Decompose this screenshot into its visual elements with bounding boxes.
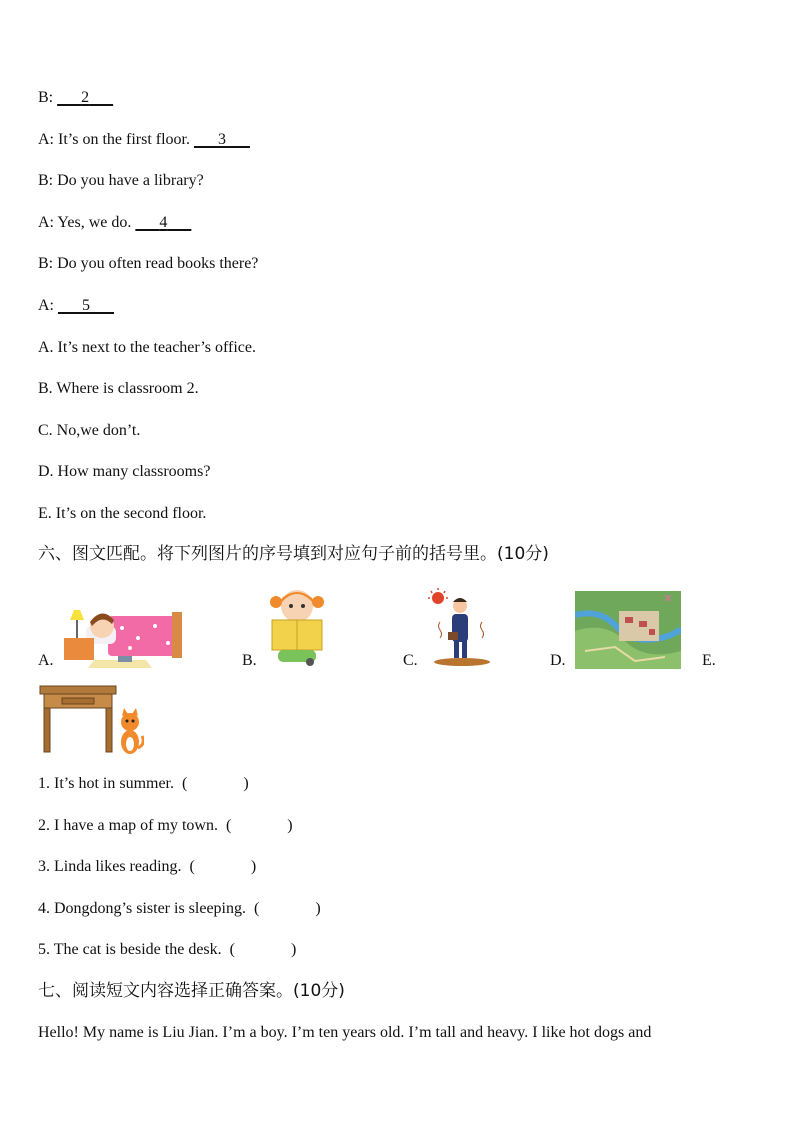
matching-sentence-5: 5. The cat is beside the desk. ( ) — [38, 941, 297, 958]
option-e: E. It’s on the second floor. — [38, 505, 207, 522]
picture-label-e: E. — [702, 652, 716, 669]
speaker: A: — [38, 297, 54, 314]
answer-paren[interactable]: ( ) — [225, 817, 293, 834]
speaker: B: — [38, 255, 54, 272]
matching-sentence-1: 1. It’s hot in summer. ( ) — [38, 775, 249, 792]
hot-man-sun-picture — [426, 588, 500, 668]
desk-and-cat-picture — [38, 684, 144, 756]
dialogue-line-1 — [38, 88, 113, 108]
picture-label-b: B. — [242, 652, 257, 669]
town-map-picture — [575, 591, 681, 669]
matching-sentence-4: 4. Dongdong’s sister is sleeping. ( ) — [38, 900, 321, 917]
dialogue-text: Do you often read books there? — [57, 255, 259, 272]
sleeping-girl-picture — [60, 598, 186, 668]
speaker: B: — [38, 89, 54, 106]
dialogue-line-6 — [38, 296, 114, 316]
answer-paren[interactable]: ( ) — [182, 775, 249, 792]
answer-blank[interactable]: 3 — [217, 131, 226, 148]
option-c: C. No,we don’t. — [38, 422, 141, 439]
dialogue-text: Do you have a library? — [57, 172, 204, 189]
picture-label-c: C. — [403, 652, 418, 669]
matching-sentence-3: 3. Linda likes reading. ( ) — [38, 858, 257, 875]
dialogue-line-3 — [38, 171, 204, 191]
answer-paren[interactable]: ( ) — [229, 941, 297, 958]
dialogue-line-5 — [38, 254, 258, 274]
reading-passage: Hello! My name is Liu Jian. I’m a boy. I’m ten years old. I’m tall and heavy. I like hot dogs and — [38, 1024, 652, 1041]
dialogue-text: It’s on the first floor. — [58, 131, 190, 148]
matching-sentence-2: 2. I have a map of my town. ( ) — [38, 817, 293, 834]
section-6-title: 六、图文匹配。将下列图片的序号填到对应句子前的括号里。(10分) — [38, 544, 549, 564]
answer-blank[interactable]: 4 — [159, 214, 168, 231]
dialogue-line-2 — [38, 130, 250, 150]
answer-paren[interactable]: ( ) — [189, 858, 257, 875]
speaker: B: — [38, 172, 54, 189]
dialogue-line-4 — [38, 213, 191, 233]
picture-label-a: A. — [38, 652, 54, 669]
speaker: A: — [38, 131, 54, 148]
dialogue-text: Yes, we do. — [57, 214, 132, 231]
answer-blank[interactable]: 5 — [82, 297, 90, 314]
option-b: B. Where is classroom 2. — [38, 380, 199, 397]
answer-paren[interactable]: ( ) — [254, 900, 321, 917]
speaker: A: — [38, 214, 54, 231]
option-d: D. How many classrooms? — [38, 463, 211, 480]
option-a: A. It’s next to the teacher’s office. — [38, 339, 256, 356]
answer-blank[interactable]: 2 — [81, 89, 90, 106]
section-7-title: 七、阅读短文内容选择正确答案。(10分) — [38, 981, 345, 1001]
picture-label-d: D. — [550, 652, 566, 669]
girl-reading-picture — [264, 584, 330, 668]
